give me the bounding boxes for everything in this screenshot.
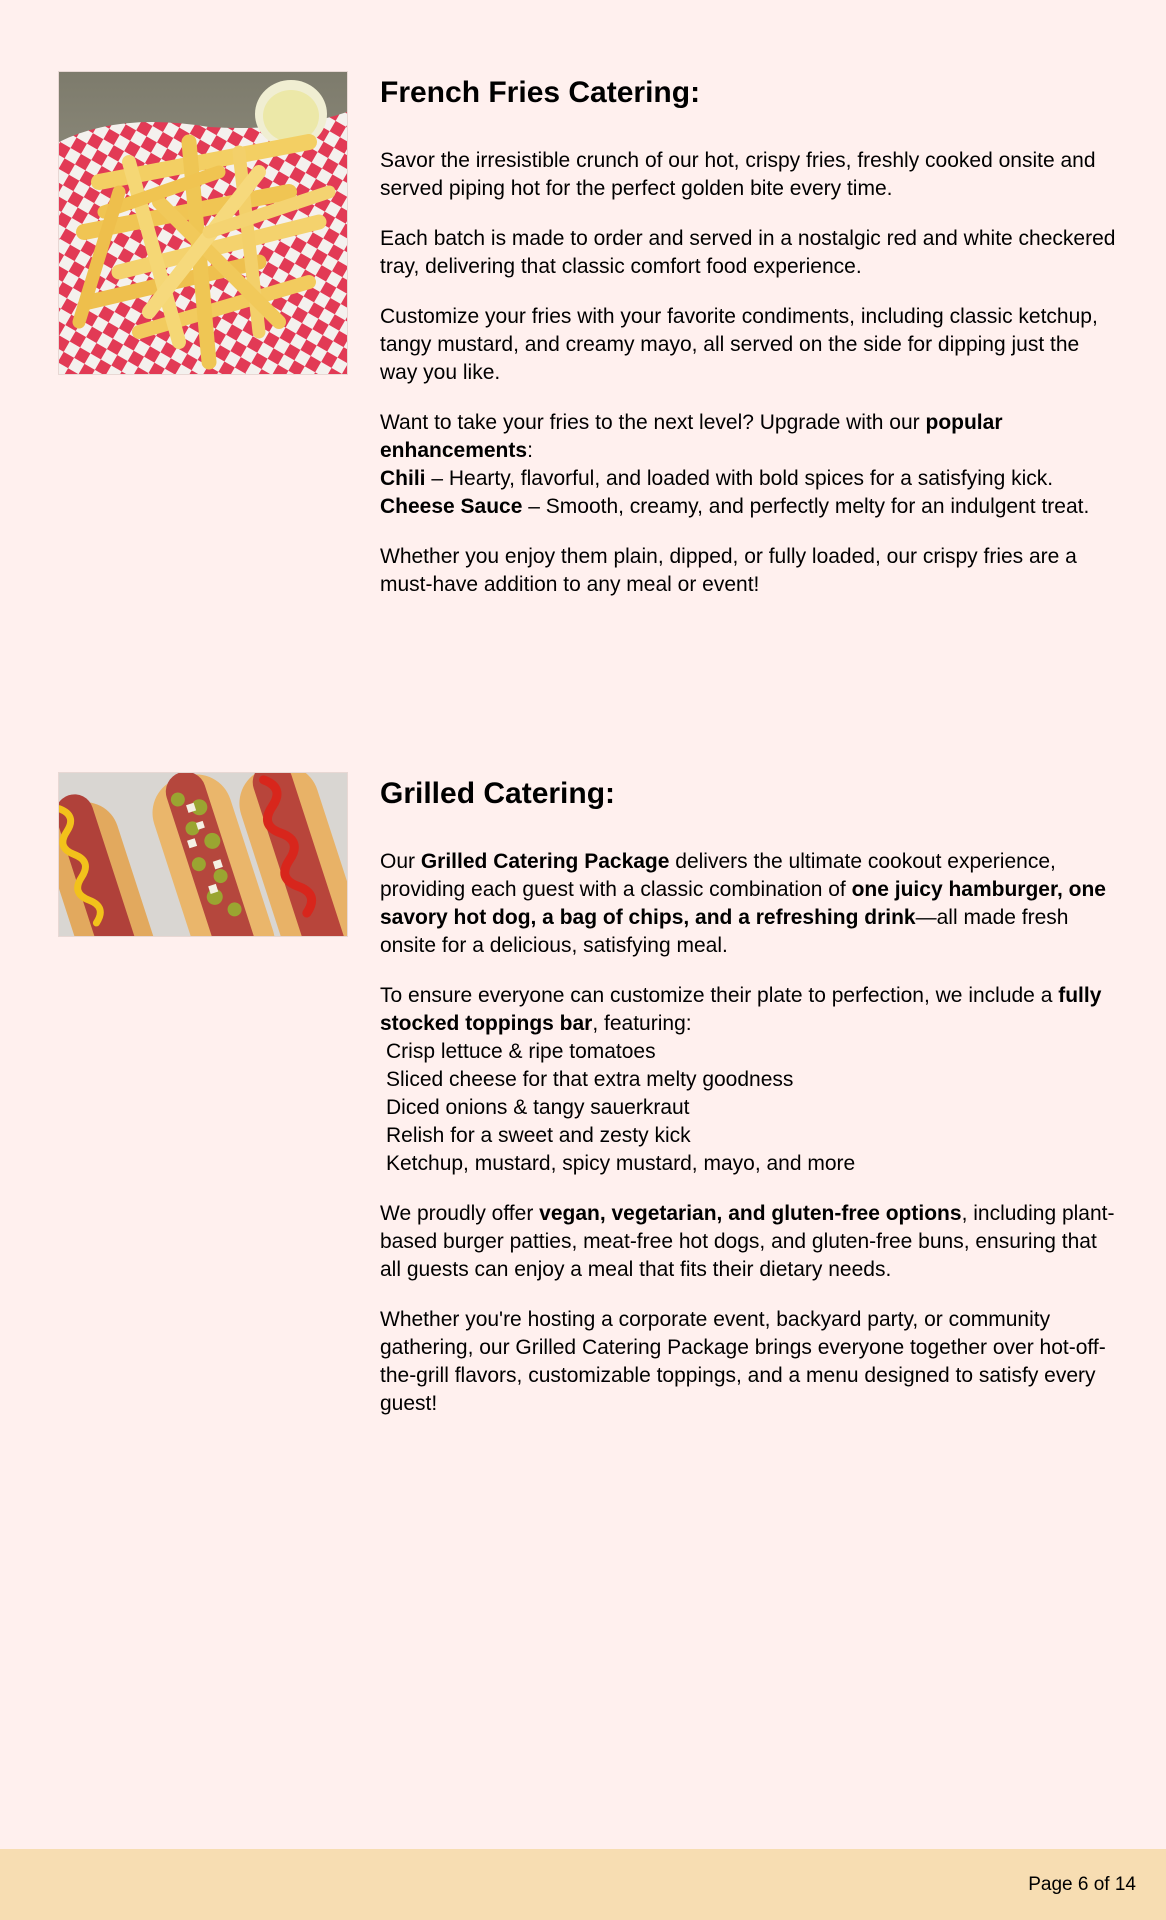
dietary-options-label: vegan, vegetarian, and gluten-free options: [539, 1202, 962, 1225]
grilled-package-name: Grilled Catering Package: [420, 850, 670, 873]
fries-paragraph-2: Each batch is made to order and served in a nostalgic red and white checkered tray, delivering that classic comfort food experience.: [380, 227, 1116, 278]
grilled-p3-c: , including plant-based burger patties, meat-free hot dogs, and gluten-free buns, ensuring that all guests can enjoy a meal that fits their dietary needs.: [380, 1202, 1115, 1281]
page-number: Page 6 of 14: [1028, 1874, 1136, 1895]
fries-enhancements-intro: Want to take your fries to the next level? Upgrade with our: [380, 411, 926, 434]
page-footer: [0, 1849, 1166, 1920]
grilled-p3-a: We proudly offer: [380, 1202, 540, 1225]
topping-item: Crisp lettuce & ripe tomatoes: [386, 1040, 656, 1063]
grilled-p2-c: , featuring:: [592, 1012, 692, 1035]
toppings-bar-label: fully stocked toppings bar: [380, 984, 1102, 1035]
grilled-combo-items: one juicy hamburger, one savory hot dog, a bag of chips, and a refreshing drink: [380, 878, 1106, 929]
hot-dogs-image: [59, 773, 347, 936]
grilled-p2-a: To ensure everyone can customize their plate to perfection, we include a: [380, 984, 1059, 1007]
fries-content: [380, 71, 1120, 599]
fries-paragraph-1: Savor the irresistible crunch of our hot, crispy fries, freshly cooked onsite and served piping hot for the perfect golden bite every time.: [380, 149, 1096, 200]
grilled-title: Grilled Catering:: [380, 777, 616, 810]
grilled-p1-a: Our: [380, 850, 421, 873]
grilled-p1-c: delivers the ultimate cookout experience, providing each guest with a classic combination of: [380, 850, 1056, 901]
topping-item: Sliced cheese for that extra melty goodness: [386, 1068, 794, 1091]
fries-paragraph-4: [380, 409, 1120, 521]
french-fries-image: [59, 72, 347, 374]
grilled-content: [380, 772, 1120, 1418]
topping-item: Ketchup, mustard, spicy mustard, mayo, and more: [386, 1152, 856, 1175]
topping-item: Relish for a sweet and zesty kick: [386, 1124, 691, 1147]
chili-label: Chili: [380, 467, 426, 490]
fries-title: French Fries Catering:: [380, 76, 701, 109]
grilled-paragraph-3: [380, 1200, 1120, 1284]
grilled-p1-e: —all made fresh onsite for a delicious, satisfying meal.: [380, 906, 1069, 957]
chili-description: – Hearty, flavorful, and loaded with bold spices for a satisfying kick.: [425, 467, 1054, 490]
fries-enhancements-bold: popular enhancements: [380, 411, 1003, 462]
fries-enhancements-colon: :: [527, 439, 533, 462]
grilled-paragraph-4: Whether you're hosting a corporate event, backyard party, or community gathering, our Grilled Catering Package brings everyone together over hot-off-the-grill flavors, customizable toppings, and a menu designed to satisfy every guest!: [380, 1308, 1106, 1415]
cheese-sauce-label: Cheese Sauce: [380, 495, 523, 518]
fries-paragraph-5: Whether you enjoy them plain, dipped, or fully loaded, our crispy fries are a must-have addition to any meal or event!: [380, 545, 1077, 596]
grilled-paragraph-2: [380, 982, 1120, 1178]
french-fries-photo: [58, 71, 348, 375]
cheese-sauce-description: – Smooth, creamy, and perfectly melty for an indulgent treat.: [522, 495, 1090, 518]
topping-item: Diced onions & tangy sauerkraut: [386, 1096, 690, 1119]
hot-dogs-photo: [58, 772, 348, 937]
fries-paragraph-3: Customize your fries with your favorite condiments, including classic ketchup, tangy mustard, and creamy mayo, all served on the side for dipping just the way you like.: [380, 305, 1098, 384]
grilled-paragraph-1: [380, 848, 1120, 960]
